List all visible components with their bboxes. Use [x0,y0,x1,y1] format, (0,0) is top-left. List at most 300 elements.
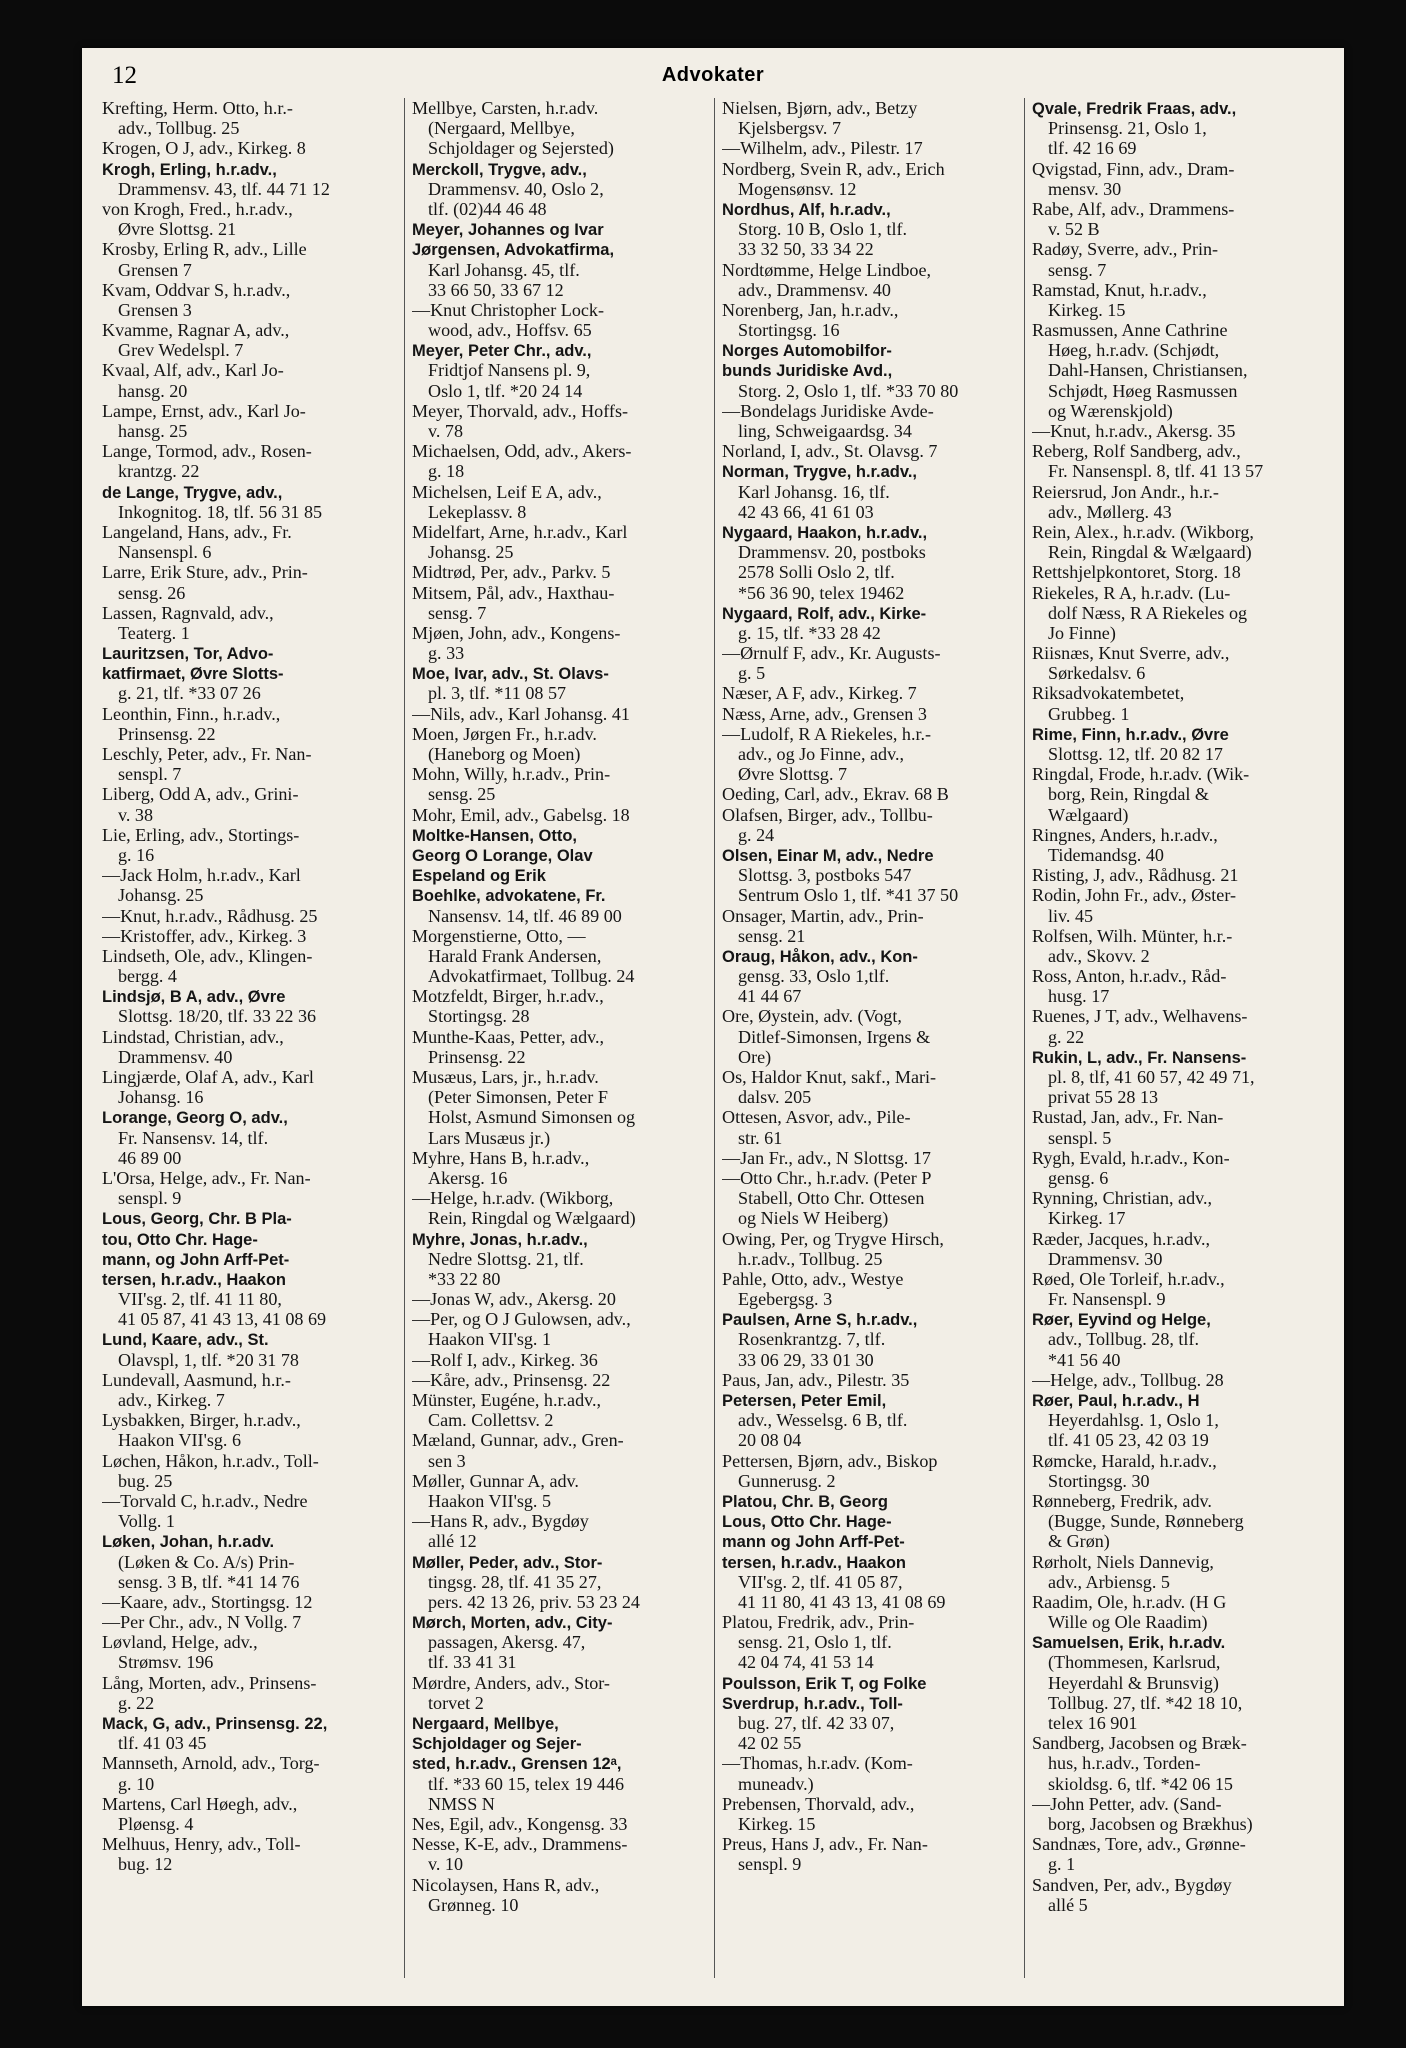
listing-line: —Bondelags Juridiske Avde- [722,400,934,421]
listing-line: Strømsv. 196 [118,1652,214,1673]
page-header [112,62,1314,102]
listing-line: g. 22 [1048,1026,1085,1047]
listing-line: Ore, Øystein, adv. (Vogt, [722,1006,902,1027]
listing-line: (Nergaard, Mellbye, [428,118,575,139]
listing-line: Mannseth, Arnold, adv., Torg- [102,1753,320,1774]
listing-line: Grensen 3 [118,299,192,320]
listing-line: Onsager, Martin, adv., Prin- [722,905,924,926]
listing-column-2 [412,98,704,1982]
listing-column-1 [102,98,394,1982]
listing-line: tersen, h.r.adv., Haakon [722,1553,907,1572]
listing-line: Münster, Eugéne, h.r.adv., [412,1390,602,1410]
listing-line: Ringdal, Frode, h.r.adv. (Wik- [1032,764,1250,785]
listing-line: Nielsen, Bjørn, adv., Betzy [722,98,918,118]
listing-line: ling, Schweigaardsg. 34 [738,421,912,441]
listing-line: og Niels W Heiberg) [738,1208,889,1229]
listing-column-4 [1032,98,1324,1982]
listing-line: Sandnæs, Tore, adv., Grønne- [1032,1834,1246,1855]
listing-line: Stortingsg. 28 [428,1006,530,1027]
listing-line: bug. 12 [118,1854,173,1875]
listing-line: Vollg. 1 [118,1511,175,1532]
listing-line: —Wilhelm, adv., Pilestr. 17 [722,138,923,159]
listing-line: Paus, Jan, adv., Pilestr. 35 [722,1369,910,1390]
listing-line: —Jonas W, adv., Akersg. 20 [412,1289,616,1310]
listing-line: Schjoldager og Sejer- [412,1735,582,1754]
listing-line: Haakon VII'sg. 6 [118,1430,242,1451]
listing-line: Lång, Morten, adv., Prinsens- [102,1672,317,1693]
listing-line: g. 18 [428,461,465,482]
listing-line: Heyerdahlsg. 1, Oslo 1, [1048,1410,1219,1431]
listing-line: Nordtømme, Helge Lindboe, [722,259,932,280]
listing-line: Heyerdahl & Brunsvig) [1048,1672,1219,1693]
listing-line: Norges Automobilfor- [722,342,892,361]
listing-line: Meyer, Peter Chr., adv., [412,342,592,361]
listing-line: adv., Tollbug. 25 [118,118,240,139]
listing-line: senspl. 9 [738,1854,802,1875]
listing-line: Møller, Peder, adv., Stor- [412,1553,603,1572]
listing-line: Lekeplassv. 8 [428,501,527,522]
listing-line: sensg. 3 B, tlf. *41 14 76 [118,1571,300,1592]
listing-line: Rønneberg, Fredrik, adv. [1032,1490,1212,1511]
listing-line: Ottesen, Asvor, adv., Pile- [722,1107,911,1128]
listing-line: 20 08 04 [738,1430,802,1451]
listing-line: Dahl-Hansen, Christiansen, [1048,360,1248,381]
listing-line: Norman, Trygve, h.r.adv., [722,463,918,482]
listing-line: Løken, Johan, h.r.adv. [102,1533,275,1552]
listing-line: —Helge, h.r.adv. (Wikborg, [412,1188,614,1209]
listing-line: Mitsem, Pål, adv., Haxthau- [412,582,615,603]
listing-line: tingsg. 28, tlf. 41 35 27, [428,1571,602,1592]
listing-line: Harald Frank Andersen, [428,945,602,966]
listing-line: Røer, Paul, h.r.adv., H [1032,1392,1200,1410]
listing-line: Rukin, L, adv., Fr. Nansens- [1032,1048,1247,1067]
listing-line: g. 24 [738,824,775,845]
listing-line: Sandven, Per, adv., Bygdøy [1032,1874,1232,1895]
listing-line: Næss, Arne, adv., Grensen 3 [722,703,927,724]
listing-line: tlf. 41 03 45 [118,1733,207,1754]
listing-line: g. 16 [118,844,155,865]
listing-line: Kvamme, Ragnar A, adv., [102,320,290,341]
listing-line: —Otto Chr., h.r.adv. (Peter P [722,1167,932,1188]
listing-line: Moen, Jørgen Fr., h.r.adv. [412,723,597,744]
listing-line: Morgenstierne, Otto, — [412,925,586,946]
listing-line: Røed, Ole Torleif, h.r.adv., [1032,1268,1225,1289]
listing-line: Musæus, Lars, jr., h.r.adv. [412,1067,599,1087]
listing-line: Johansg. 25 [428,542,514,563]
listing-line: Advokatfirmaet, Tollbug. 24 [428,966,635,987]
listing-line: husg. 17 [1048,986,1110,1007]
listing-line: (Bugge, Sunde, Rønneberg [1048,1511,1244,1532]
listing-line: Pettersen, Bjørn, adv., Biskop [722,1450,938,1471]
listing-line: Mohn, Willy, h.r.adv., Prin- [412,764,611,785]
listing-line: Melhuus, Henry, adv., Toll- [102,1834,301,1855]
listing-line: gensg. 6 [1048,1167,1109,1188]
listing-line: Lundevall, Aasmund, h.r.- [102,1369,291,1390]
listing-line: (Løken & Co. A/s) Prin- [118,1551,295,1572]
listing-line: Ruenes, J T, adv., Welhavens- [1032,1006,1248,1027]
listing-line: Nygaard, Haakon, h.r.adv., [722,523,928,542]
listing-line: Fr. Nansenspl. 9 [1048,1289,1166,1310]
listing-line: —Rolf I, adv., Kirkeg. 36 [412,1349,598,1370]
listing-line: sensg. 26 [118,582,186,603]
listing-line: Drammensv. 20, postboks [738,542,926,563]
listing-line: Røer, Eyvind og Helge, [1032,1311,1211,1330]
listing-line: tersen, h.r.adv., Haakon [102,1270,287,1289]
listing-line: v. 38 [118,804,154,825]
listing-line: senspl. 5 [1048,1127,1112,1148]
section-title: Advokater [661,64,765,86]
listing-line: bug. 27, tlf. 42 33 07, [738,1713,895,1733]
listing-line: bug. 25 [118,1470,173,1491]
listing-line: adv., Drammensv. 40 [738,279,891,300]
listing-line: —Per, og O J Gulowsen, adv., [412,1309,631,1330]
listing-line: liv. 45 [1048,905,1094,926]
listing-line: Lund, Kaare, adv., St. [102,1331,269,1350]
listing-line: Sentrum Oslo 1, tlf. *41 37 50 [738,885,959,906]
listing-line: Grønneg. 10 [428,1894,519,1915]
listing-line: krantzg. 22 [118,461,200,482]
listing-line: allé 5 [1048,1894,1088,1915]
listing-line: Slottsg. 18/20, tlf. 33 22 36 [118,1006,317,1027]
listing-line: Raadim, Ole, h.r.adv. (H G [1032,1591,1227,1612]
listing-line: Krefting, Herm. Otto, h.r.- [102,98,293,118]
listing-line: Platou, Fredrik, adv., Prin- [722,1612,915,1633]
listing-line: Storg. 10 B, Oslo 1, tlf. [738,219,908,240]
listing-line: adv., Wesselsg. 6 B, tlf. [738,1410,908,1431]
listing-line: Drammensv. 40, Oslo 2, [428,178,604,199]
listing-line: Espeland og Erik [412,867,546,886]
listing-line: og Wærenskjold) [1048,400,1173,421]
listing-line: —Kåre, adv., Prinsensg. 22 [412,1369,611,1390]
listing-line: —Helge, adv., Tollbug. 28 [1032,1369,1224,1390]
listing-line: Myhre, Jonas, h.r.adv., [412,1230,588,1249]
listing-line: Ditlef-Simonsen, Irgens & [738,1026,931,1047]
listing-line: Moe, Ivar, adv., St. Olavs- [412,665,609,684]
listing-line: dalsv. 205 [738,1087,812,1108]
listing-line: Nes, Egil, adv., Kongensg. 33 [412,1813,628,1834]
listing-line: h.r.adv., Tollbug. 25 [738,1248,883,1269]
listing-line: Lous, Otto Chr. Hage- [722,1513,892,1532]
listing-line: —Kaare, adv., Stortingsg. 12 [102,1591,313,1612]
listing-line: bunds Juridiske Avd., [722,362,893,381]
listing-line: Risting, J, adv., Rådhusg. 21 [1032,865,1239,886]
listing-line: borg, Rein, Ringdal & [1048,784,1209,805]
listing-line: v. 10 [428,1854,464,1875]
listing-line: Grev Wedelspl. 7 [118,340,244,361]
listing-line: von Krogh, Fred., h.r.adv., [102,198,293,219]
listing-line: Meyer, Thorvald, adv., Hoffs- [412,400,629,421]
listing-line: Rein, Ringdal og Wælgaard) [428,1208,636,1229]
listing-line: Schjødt, Høeg Rasmussen [1048,380,1238,401]
listing-line: g. 33 [428,643,465,664]
listing-line: Meyer, Johannes og Ivar [412,221,604,240]
listing-line: 41 05 87, 41 43 13, 41 08 69 [118,1309,327,1330]
listing-line: Rasmussen, Anne Cathrine [1032,320,1228,341]
listing-line: tlf. 42 16 69 [1048,138,1137,159]
listing-line: Næser, A F, adv., Kirkeg. 7 [722,683,917,704]
listing-line: Tollbug. 27, tlf. *42 18 10, [1048,1692,1243,1713]
listing-line: mann, og John Arff-Pet- [102,1250,290,1269]
listing-line: —Knut Christopher Lock- [412,299,604,320]
listing-line: Inkognitog. 18, tlf. 56 31 85 [118,501,323,522]
listing-line: Mellbye, Carsten, h.r.adv. [412,98,599,118]
listing-line: Nedre Slottsg. 21, tlf. [428,1248,584,1269]
listing-line: Kvaal, Alf, adv., Karl Jo- [102,360,284,381]
listing-line: hansg. 20 [118,380,188,401]
listing-line: Motzfeldt, Birger, h.r.adv., [412,986,604,1007]
listing-line: Rodin, John Fr., adv., Øster- [1032,885,1237,906]
listing-line: Akersg. 16 [428,1167,508,1188]
listing-line: passagen, Akersg. 47, [428,1632,586,1653]
listing-line: adv., og Jo Finne, adv., [738,744,905,764]
listing-line: Fr. Nansenspl. 8, tlf. 41 13 57 [1048,461,1264,482]
listing-line: sensg. 21, Oslo 1, tlf. [738,1632,892,1653]
listing-line: 2578 Solli Oslo 2, tlf. [738,562,895,583]
listing-line: Rømcke, Harald, h.r.adv., [1032,1450,1217,1471]
listing-line: wood, adv., Hoffsv. 65 [428,320,592,341]
page-number: 12 [112,62,137,89]
listing-line: (Haneborg og Moen) [428,744,581,764]
listing-line: muneadv.) [738,1773,814,1794]
listing-line: Drammensv. 43, tlf. 44 71 12 [118,178,330,199]
listing-line: Leonthin, Finn., h.r.adv., [102,703,281,724]
listing-line: Martens, Carl Høegh, adv., [102,1793,298,1814]
listing-line: Qvale, Fredrik Fraas, adv., [1032,100,1237,118]
listing-line: 42 02 55 [738,1733,802,1754]
listing-line: Riisnæs, Knut Sverre, adv., [1032,643,1230,664]
listing-line: allé 12 [428,1531,477,1552]
listing-line: 33 06 29, 33 01 30 [738,1349,874,1370]
listing-line: NMSS N [428,1793,495,1814]
listing-line: Michelsen, Leif E A, adv., [412,481,602,502]
listing-line: Sverdrup, h.r.adv., Toll- [722,1694,903,1713]
listing-line: —Torvald C, h.r.adv., Nedre [102,1490,308,1511]
listing-line: Munthe-Kaas, Petter, adv., [412,1026,605,1047]
listing-line: —Knut, h.r.adv., Rådhusg. 25 [102,905,318,926]
listing-line: Kirkeg. 15 [738,1813,816,1834]
listing-line: Lauritzsen, Tor, Advo- [102,645,274,664]
listing-line: Møller, Gunnar A, adv. [412,1470,579,1491]
listing-line: Rolfsen, Wilh. Münter, h.r.- [1032,925,1233,946]
listing-line: Rygh, Evald, h.r.adv., Kon- [1032,1147,1230,1168]
listing-line: Nesse, K-E, adv., Drammens- [412,1834,628,1855]
listing-line: g. 15, tlf. *33 28 42 [738,622,881,643]
listing-line: —Kristoffer, adv., Kirkeg. 3 [102,925,307,946]
listing-line: Haakon VII'sg. 1 [428,1329,552,1350]
listing-line: Rosenkrantzg. 7, tlf. [738,1329,886,1350]
listing-line: Nansensv. 14, tlf. 46 89 00 [428,905,622,926]
listing-line: —Jack Holm, h.r.adv., Karl [102,865,301,886]
listing-line: sensg. 7 [1048,259,1107,280]
listing-line: —Ludolf, R A Riekeles, h.r.- [722,723,932,744]
listing-line: Radøy, Sverre, adv., Prin- [1032,239,1219,260]
listing-line: 41 11 80, 41 43 13, 41 08 69 [738,1591,946,1612]
listing-line: gensg. 33, Oslo 1,tlf. [738,966,890,987]
listing-line: Nergaard, Mellbye, [412,1715,559,1733]
listing-line: Stortingsg. 30 [1048,1470,1150,1491]
listing-line: Leschly, Peter, adv., Fr. Nan- [102,744,312,764]
listing-line: Prinsensg. 21, Oslo 1, [1048,118,1207,139]
listing-line: —Nils, adv., Karl Johansg. 41 [412,703,630,724]
listing-line: Cam. Collettsv. 2 [428,1410,554,1431]
listing-line: VII'sg. 2, tlf. 41 05 87, [738,1571,903,1592]
listing-line: —Per Chr., adv., N Vollg. 7 [102,1612,302,1633]
listing-line: Qvigstad, Finn, adv., Dram- [1032,158,1235,179]
listing-line: Olafsen, Birger, adv., Tollbu- [722,804,933,825]
listing-line: Rein, Ringdal & Wælgaard) [1048,542,1252,563]
listing-line: Stabell, Otto Chr. Ottesen [738,1188,925,1209]
listing-line: VII'sg. 2, tlf. 41 11 80, [118,1289,282,1310]
listing-line: Lampe, Ernst, adv., Karl Jo- [102,400,306,421]
listing-line: Ore) [738,1046,772,1067]
listing-line: tlf. (02)44 46 48 [428,198,547,219]
listing-line: Gunnerusg. 2 [738,1470,836,1491]
listing-line: Prebensen, Thorvald, adv., [722,1793,915,1814]
listing-line: katfirmaet, Øvre Slotts- [102,665,284,684]
listing-line: Kirkeg. 17 [1048,1208,1126,1229]
listing-line: Nicolaysen, Hans R, adv., [412,1874,600,1895]
listing-line: Lindseth, Ole, adv., Klingen- [102,945,313,966]
listing-line: 41 44 67 [738,986,802,1007]
listing-line: L'Orsa, Helge, adv., Fr. Nan- [102,1167,311,1188]
listing-line: Boehlke, advokatene, Fr. [412,887,606,906]
listing-line: Norenberg, Jan, h.r.adv., [722,299,899,320]
listing-line: dolf Næss, R A Riekeles og [1048,602,1248,623]
listing-line: 46 89 00 [118,1147,182,1168]
listing-line: Drammensv. 40 [118,1046,233,1067]
listing-line: *56 36 90, telex 19462 [738,582,905,603]
listing-line: Kjelsbergsv. 7 [738,118,842,139]
listing-line: Rustad, Jan, adv., Fr. Nan- [1032,1107,1224,1128]
listing-line: Petersen, Peter Emil, [722,1392,887,1410]
listing-line: Platou, Chr. B, Georg [722,1492,888,1511]
listing-line: Nygaard, Rolf, adv., Kirke- [722,604,927,623]
listing-line: g. 21, tlf. *33 07 26 [118,683,261,704]
listing-line: —Hans R, adv., Bygdøy [412,1511,589,1532]
listing-line: Lars Musæus jr.) [428,1127,551,1148]
listing-line: Larre, Erik Sture, adv., Prin- [102,562,308,583]
listing-line: Mogensønsv. 12 [738,178,857,199]
listing-line: Mørdre, Anders, adv., Stor- [412,1672,610,1693]
listing-line: Krosby, Erling R, adv., Lille [102,239,307,260]
listing-line: hansg. 25 [118,421,188,441]
listing-line: Rein, Alex., h.r.adv. (Wikborg, [1032,521,1254,542]
listing-line: Reiersrud, Jon Andr., h.r.- [1032,481,1219,502]
listing-line: Kvam, Oddvar S, h.r.adv., [102,279,291,300]
listing-line: Øvre Slottsg. 7 [738,764,848,785]
listing-line: sensg. 7 [428,602,487,623]
listing-line: tou, Otto Chr. Hage- [102,1230,258,1249]
listing-line: adv., Tollbug. 28, tlf. [1048,1329,1200,1350]
listing-line: tlf. *33 60 15, telex 19 446 [428,1773,624,1794]
listing-line: Krogh, Erling, h.r.adv., [102,160,277,179]
listing-line: Slottsg. 3, postboks 547 [738,865,912,886]
listing-line: privat 55 28 13 [1048,1087,1159,1108]
listing-line: Høeg, h.r.adv. (Schjødt, [1048,340,1220,361]
listing-line: Norland, I, adv., St. Olavsg. 7 [722,441,938,462]
listing-line: Teaterg. 1 [118,622,190,643]
listing-line: Samuelsen, Erik, h.r.adv. [1032,1634,1226,1653]
listing-line: Michaelsen, Odd, adv., Akers- [412,441,632,462]
listing-line: mann og John Arff-Pet- [722,1533,905,1552]
listing-line: Ringnes, Anders, h.r.adv., [1032,824,1218,845]
listing-columns [102,98,1326,1982]
listing-line: Poulsson, Erik T, og Folke [722,1674,927,1693]
listing-line: —Knut, h.r.adv., Akersg. 35 [1032,421,1236,441]
listing-line: Krogen, O J, adv., Kirkeg. 8 [102,138,306,159]
listing-line: Prinsensg. 22 [428,1046,526,1067]
listing-line: Reberg, Rolf Sandberg, adv., [1032,441,1241,462]
listing-line: Johansg. 16 [118,1087,204,1108]
listing-line: bergg. 4 [118,966,177,987]
directory-page [82,48,1344,2006]
listing-line: v. 78 [428,421,464,441]
listing-line: torvet 2 [428,1692,484,1713]
listing-line: Myhre, Hans B, h.r.adv., [412,1147,590,1168]
listing-line: v. 52 B [1048,219,1100,240]
listing-line: Os, Haldor Knut, sakf., Mari- [722,1067,937,1087]
listing-line: adv., Arbiensg. 5 [1048,1571,1170,1592]
listing-line: Grensen 7 [118,259,192,280]
listing-line: Paulsen, Arne S, h.r.adv., [722,1311,918,1330]
listing-line: (Peter Simonsen, Peter F [428,1087,608,1108]
listing-line: senspl. 7 [118,764,182,785]
listing-line: g. 22 [118,1692,155,1713]
listing-line: adv., Kirkeg. 7 [118,1390,225,1410]
listing-line: tlf. 33 41 31 [428,1652,517,1673]
listing-line: Preus, Hans J, adv., Fr. Nan- [722,1834,928,1855]
listing-line: Rynning, Christian, adv., [1032,1188,1213,1209]
listing-line: Riksadvokatembetet, [1032,683,1185,704]
listing-line: Haakon VII'sg. 5 [428,1490,552,1511]
listing-line: Løvland, Helge, adv., [102,1632,258,1653]
listing-line: Nordberg, Svein R, adv., Erich [722,158,945,179]
listing-line: Rørholt, Niels Dannevig, [1032,1551,1214,1572]
listing-line: Ross, Anton, h.r.adv., Råd- [1032,966,1227,987]
listing-line: Nordhus, Alf, h.r.adv., [722,200,891,219]
listing-line: pl. 3, tlf. *11 08 57 [428,683,567,704]
listing-line: Rime, Finn, h.r.adv., Øvre [1032,725,1229,744]
listing-line: Mæland, Gunnar, adv., Gren- [412,1430,624,1451]
listing-line: sensg. 25 [428,784,496,805]
listing-line: Oeding, Carl, adv., Ekrav. 68 B [722,784,949,805]
listing-line: Kirkeg. 15 [1048,299,1126,320]
listing-line: 42 04 74, 41 53 14 [738,1652,874,1673]
listing-line: *33 22 80 [428,1268,501,1289]
listing-line: g. 1 [1048,1854,1076,1875]
listing-line: Lorange, Georg O, adv., [102,1109,288,1128]
listing-line: Pahle, Otto, adv., Westye [722,1268,904,1289]
listing-line: pl. 8, tlf, 41 60 57, 42 49 71, [1048,1067,1255,1087]
listing-line: Mack, G, adv., Prinsensg. 22, [102,1715,328,1733]
listing-line: Lassen, Ragnvald, adv., [102,602,274,623]
listing-line: Lous, Georg, Chr. B Pla- [102,1210,292,1229]
listing-line: Pløensg. 4 [118,1813,194,1834]
listing-line: Karl Johansg. 16, tlf. [738,481,890,502]
listing-line: Oraug, Håkon, adv., Kon- [722,947,918,966]
listing-line: senspl. 9 [118,1188,182,1209]
listing-line: Fr. Nansensv. 14, tlf. [118,1127,269,1148]
listing-line: Georg O Lorange, Olav [412,846,593,865]
listing-line: Egebergsg. 3 [738,1289,833,1310]
listing-line: sted, h.r.adv., Grensen 12ᵃ, [412,1755,622,1774]
listing-line: Mohr, Emil, adv., Gabelsg. 18 [412,804,630,825]
listing-line: Prinsensg. 22 [118,723,216,744]
listing-line: g. 10 [118,1773,155,1794]
listing-line: Riekeles, R A, h.r.adv. (Lu- [1032,582,1231,603]
listing-line: Langeland, Hans, adv., Fr. [102,521,292,542]
listing-line: de Lange, Trygve, adv., [102,483,283,502]
